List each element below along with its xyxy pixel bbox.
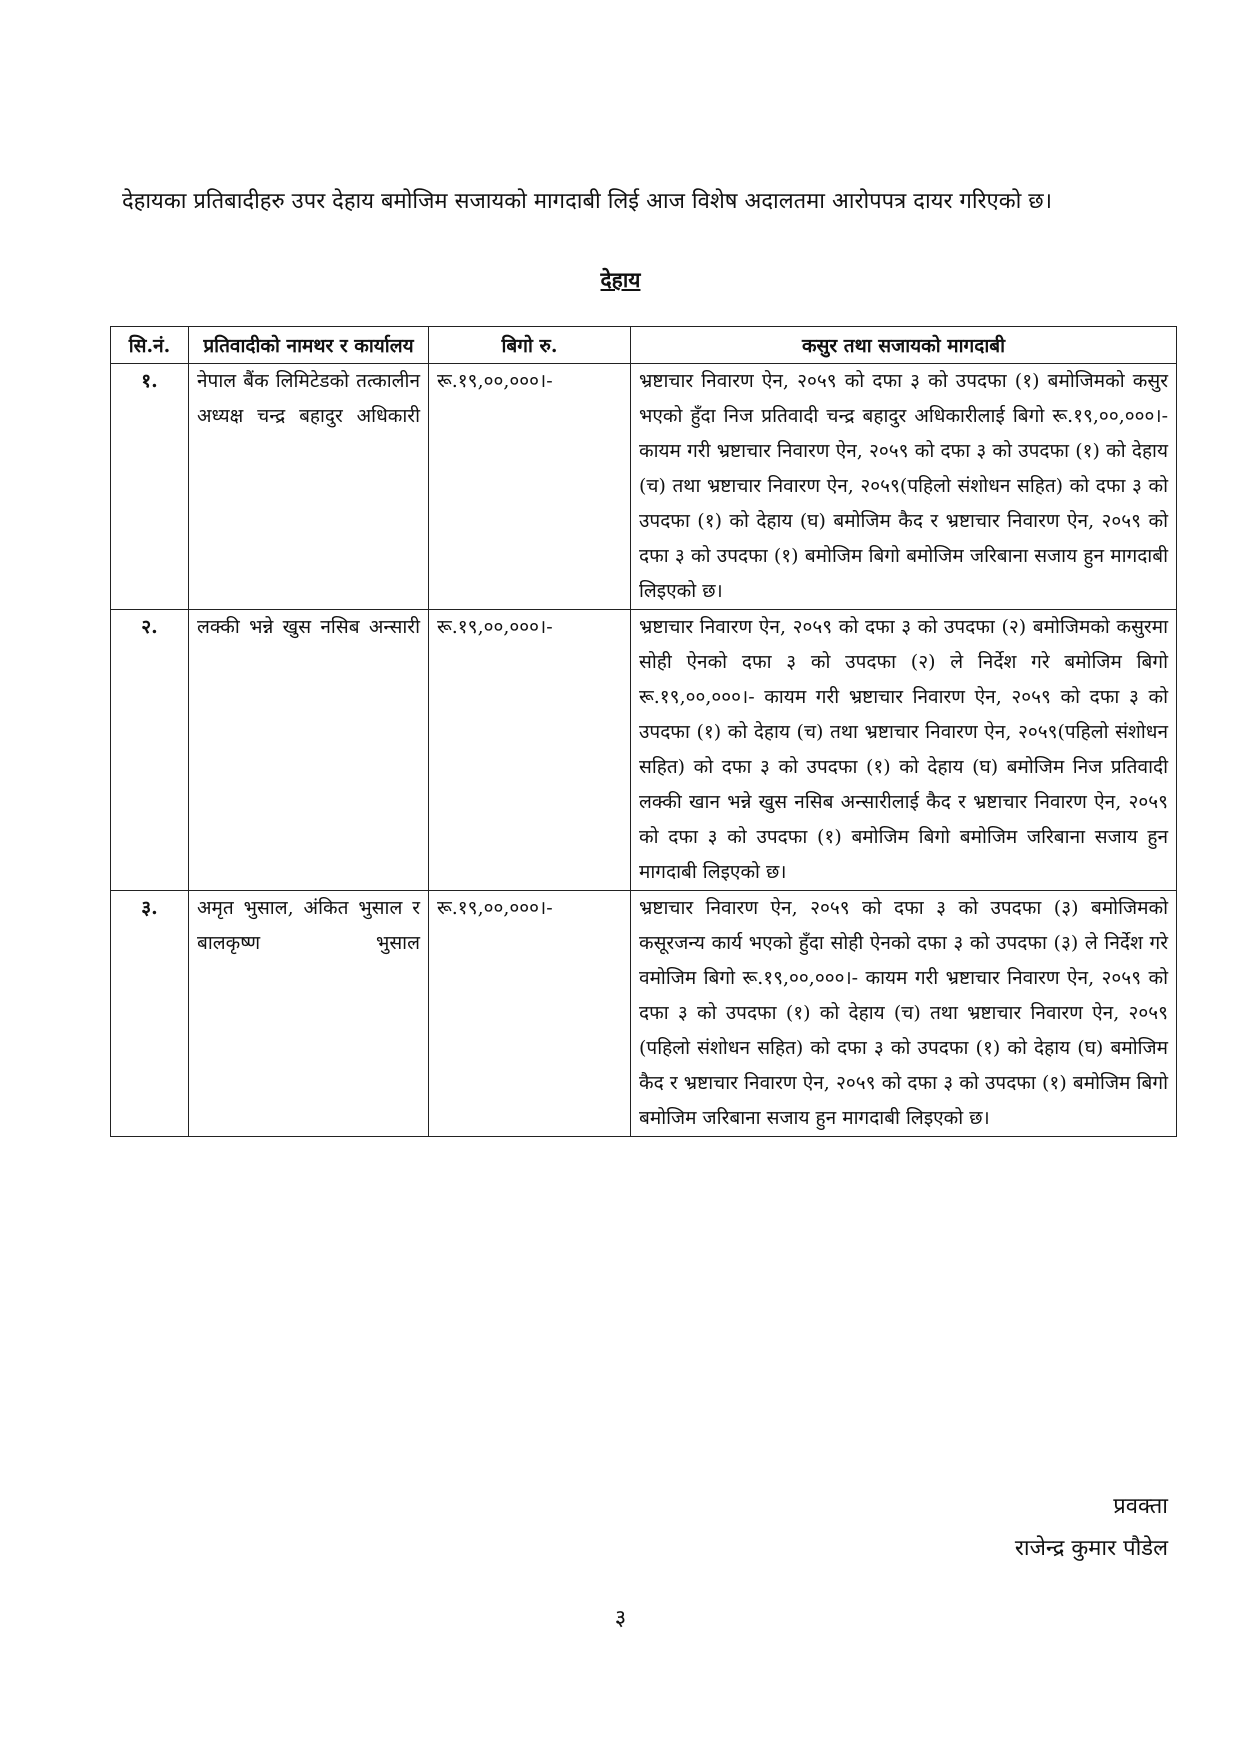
row-serial: ३. [111,891,189,1137]
row-charge: भ्रष्टाचार निवारण ऐन, २०५९ को दफा ३ को उपदफा (२) बमोजिमको कसुरमा सोही ऐनको दफा ३ को उपदफा (२) ले निर्देश गरे बमोजिम बिगो रू.१९,००,०००।- कायम गरी भ्रष्टाचार निवारण ऐन, २०५९ को दफा ३ को उपदफा (१) को देहाय (च) तथा भ्रष्टाचार निवारण ऐन, २०५९(पहिलो संशोधन सहित) को दफा ३ को उपदफा (१) को देहाय (घ) बमोजिम निज प्रतिवादी लक्की खान भन्ने खुस नसिब अन्सारीलाई कैद र भ्रष्टाचार निवारण ऐन, २०५९ को दफा ३ को उपदफा (१) बमोजिम बिगो बमोजिम जरिबाना सजाय हुन मागदाबी लिइएको छ। [631,610,1177,891]
row-serial: २. [111,610,189,891]
table-row [111,364,1177,610]
header-serial: सि.नं. [111,327,189,364]
intro-paragraph: देहायका प्रतिबादीहरु उपर देहाय बमोजिम सजायको मागदाबी लिई आज विशेष अदालतमा आरोपपत्र दायर गरिएको छ। [122,189,1053,214]
row-serial: १. [111,364,189,610]
table-header-row [111,327,1177,364]
charges-table [110,326,1177,1137]
signature-block [1015,1486,1168,1570]
table-row [111,610,1177,891]
header-charge: कसुर तथा सजायको मागदाबी [631,327,1177,364]
row-defendant: नेपाल बैंक लिमिटेडको तत्कालीन अध्यक्ष चन्द्र बहादुर अधिकारी [189,364,429,610]
row-amount: रू.१९,००,०००।- [429,891,631,1137]
table-row [111,891,1177,1137]
signatory-name: राजेन्द्र कुमार पौडेल [1014,1536,1168,1561]
signatory-title: प्रवक्ता [1113,1494,1168,1519]
row-defendant: लक्की भन्ने खुस नसिब अन्सारी [189,610,429,891]
header-amount: बिगो रु. [429,327,631,364]
section-heading: देहाय [600,267,641,292]
row-charge: भ्रष्टाचार निवारण ऐन, २०५९ को दफा ३ को उपदफा (१) बमोजिमको कसुर भएको हुँदा निज प्रतिवादी चन्द्र बहादुर अधिकारीलाई बिगो रू.१९,००,०००।- कायम गरी भ्रष्टाचार निवारण ऐन, २०५९ को दफा ३ को उपदफा (१) को देहाय (च) तथा भ्रष्टाचार निवारण ऐन, २०५९(पहिलो संशोधन सहित) को दफा ३ को उपदफा (१) को देहाय (घ) बमोजिम कैद र भ्रष्टाचार निवारण ऐन, २०५९ को दफा ३ को उपदफा (१) बमोजिम बिगो बमोजिम जरिबाना सजाय हुन मागदाबी लिइएको छ। [631,364,1177,610]
row-charge: भ्रष्टाचार निवारण ऐन, २०५९ को दफा ३ को उपदफा (३) बमोजिमको कसूरजन्य कार्य भएको हुँदा सोही ऐनको दफा ३ को उपदफा (३) ले निर्देश गरे वमोजिम बिगो रू.१९,००,०००।- कायम गरी भ्रष्टाचार निवारण ऐन, २०५९ को दफा ३ को उपदफा (१) को देहाय (च) तथा भ्रष्टाचार निवारण ऐन, २०५९ (पहिलो संशोधन सहित) को दफा ३ को उपदफा (१) को देहाय (घ) बमोजिम कैद र भ्रष्टाचार निवारण ऐन, २०५९ को दफा ३ को उपदफा (१) बमोजिम बिगो बमोजिम जरिबाना सजाय हुन मागदाबी लिइएको छ। [631,891,1177,1137]
page-number: ३ [614,1606,627,1631]
row-defendant: अमृत भुसाल, अंकित भुसाल र बालकृष्ण भुसाल [189,891,429,1137]
row-amount: रू.१९,००,०००।- [429,610,631,891]
header-defendant: प्रतिवादीको नामथर र कार्यालय [189,327,429,364]
row-amount: रू.१९,००,०००।- [429,364,631,610]
